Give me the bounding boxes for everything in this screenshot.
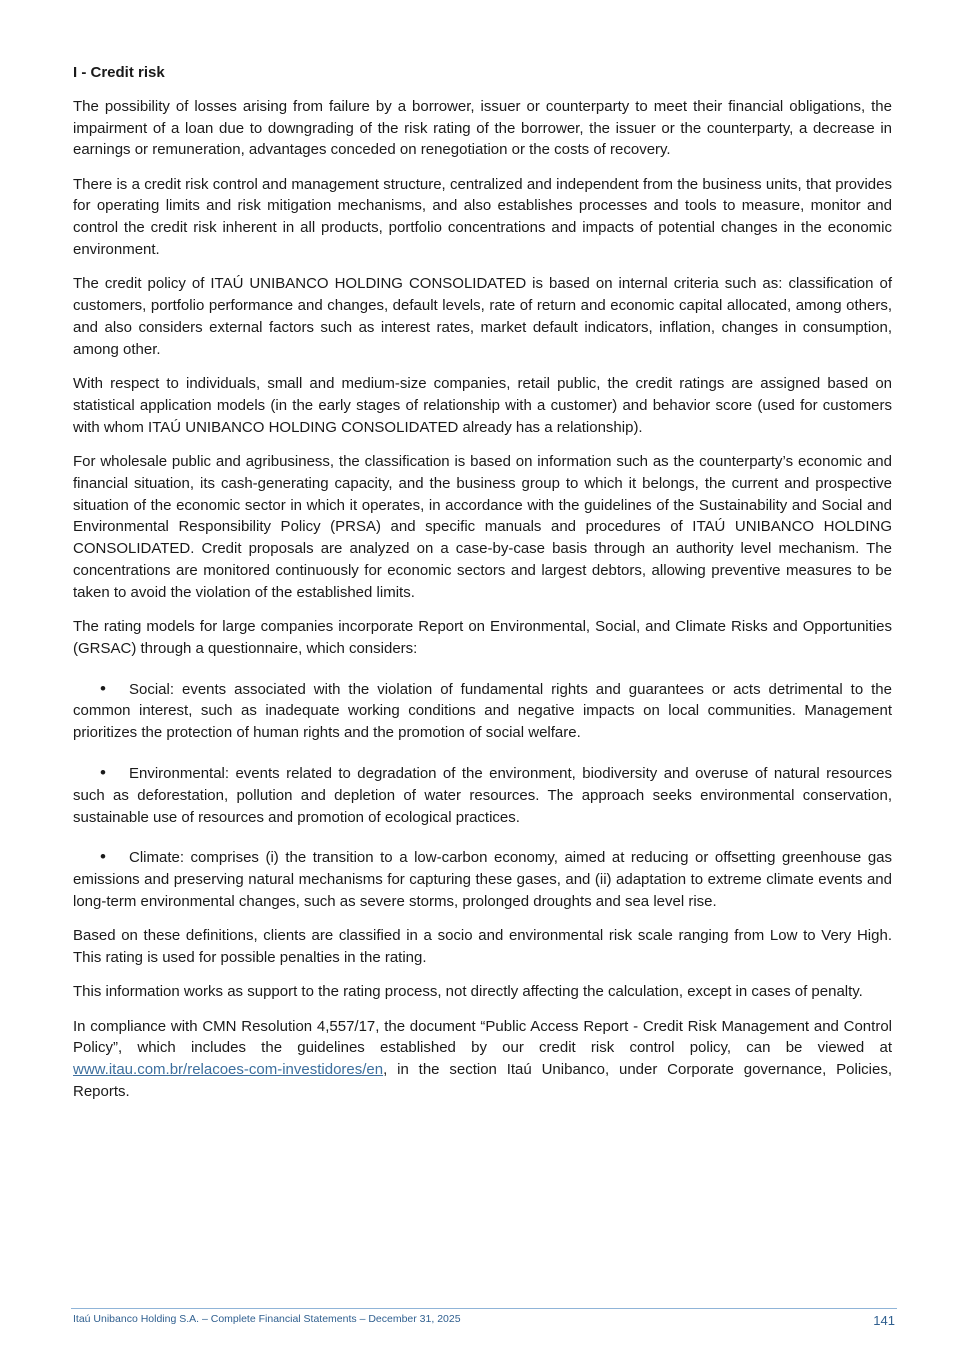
paragraph-wholesale: For wholesale public and agribusiness, the classification is based on information such as the counterparty’s economic and financial situation, its cash-generating capacity, and the business group to which it belongs, the current and prospective situation of the economic sector in which it operates, in accordance with the guidelines of the Sustainability and Social and Environmental Responsibility Policy (PRSA) and specific manuals and procedures of ITAÚ UNIBANCO HOLDING CONSOLIDATED. Credit proposals are analyzed on a case-by-case basis through an authority level mechanism. The concentrations are monitored continuously for economic sectors and largest debtors, allowing preventive measures to be taken to avoid the violation of the established limits. <box>73 452 892 601</box>
paragraph-structure: There is a credit risk control and management structure, centralized and independent from the business units, that provides for operating limits and risk mitigation mechanisms, and also establishes processes and tools to measure, monitor and control the credit risk inherent in all products, portfolio concentrations and impacts of potential changes in the economic environment. <box>73 175 892 259</box>
investor-relations-link[interactable]: www.itau.com.br/relacoes-com-investidores/en <box>73 1061 384 1079</box>
bullet-icon: • <box>100 678 106 698</box>
bullet-icon: • <box>100 763 106 783</box>
paragraph-credit-policy: The credit policy of ITAÚ UNIBANCO HOLDING CONSOLIDATED is based on internal criteria such as: classification of customers, portfolio performance and changes, default levels, rate of return and economic capital allocated, among others, and also considers external factors such as interest rates, market default indicators, inflation, changes in consumption, among other. <box>73 275 892 358</box>
paragraph-individuals: With respect to individuals, small and medium-size companies, retail public, the credit ratings are assigned based on statistical application models (in the early stages of relationship with a customer) and behavior score (used for customers with whom ITAÚ UNIBANCO HOLDING CONSOLIDATED already has a relationship). <box>73 375 892 436</box>
section-title: I - Credit risk <box>73 64 165 81</box>
footer-divider <box>71 1308 897 1309</box>
bullet-text: Social: events associated with the violation of fundamental rights and guarantees or acts detrimental to the common interest, such as inadequate working conditions and negative impacts on local communities. Management prioritizes the protection of human rights and the promotion of social welfare. <box>73 680 892 742</box>
paragraph-rating-models: The rating models for large companies incorporate Report on Environmental, Social, and Climate Risks and Opportunities (GRSAC) through a questionnaire, which considers: <box>73 618 892 657</box>
bullet-environmental <box>73 762 892 828</box>
paragraph-classification: Based on these definitions, clients are classified in a socio and environmental risk scale ranging from Low to Very High. This rating is used for possible penalties in the rating. <box>73 927 892 967</box>
document-body <box>73 62 892 1115</box>
paragraph-compliance <box>73 1016 892 1103</box>
footer-caption: Itaú Unibanco Holding S.A. – Complete Financial Statements – December 31, 2025 <box>73 1313 461 1325</box>
paragraph-support: This information works as support to the rating process, not directly affecting the calculation, except in cases of penalty. <box>73 983 863 1001</box>
compliance-text-end: , in the section Itaú Unibanco, under Corporate governance, Policies, Reports. <box>73 1061 892 1101</box>
bullet-social <box>73 678 892 744</box>
page-number: 141 <box>873 1313 895 1328</box>
bullet-text: Climate: comprises (i) the transition to a low-carbon economy, aimed at reducing or offsetting greenhouse gas emissions and preserving natural mechanisms for capturing these gases, and (ii) adaptation to extreme climate events and long-term environmental changes, such as severe storms, prolonged droughts and sea level rise. <box>73 849 892 910</box>
bullet-icon: • <box>100 847 106 867</box>
paragraph-definition: The possibility of losses arising from failure by a borrower, issuer or counterparty to meet their financial obligations, the impairment of a loan due to downgrading of the risk rating of the borrower, the issuer or the counterparty, a decrease in earnings or remuneration, advantages conceded on renegotiation or the costs of recovery. <box>73 97 892 159</box>
bullet-climate <box>73 846 892 912</box>
compliance-text-start: In compliance with CMN Resolution 4,557/17, the document “Public Access Report - Credit Risk Management and Control Policy”, which includes the guidelines established by our credit risk control policy, can be viewed at <box>73 1017 892 1057</box>
bullet-text: Environmental: events related to degradation of the environment, biodiversity and overuse of natural resources such as deforestation, pollution and depletion of water resources. The approach seeks environmental conservation, sustainable use of resources and promotion of ecological practices. <box>73 765 892 826</box>
